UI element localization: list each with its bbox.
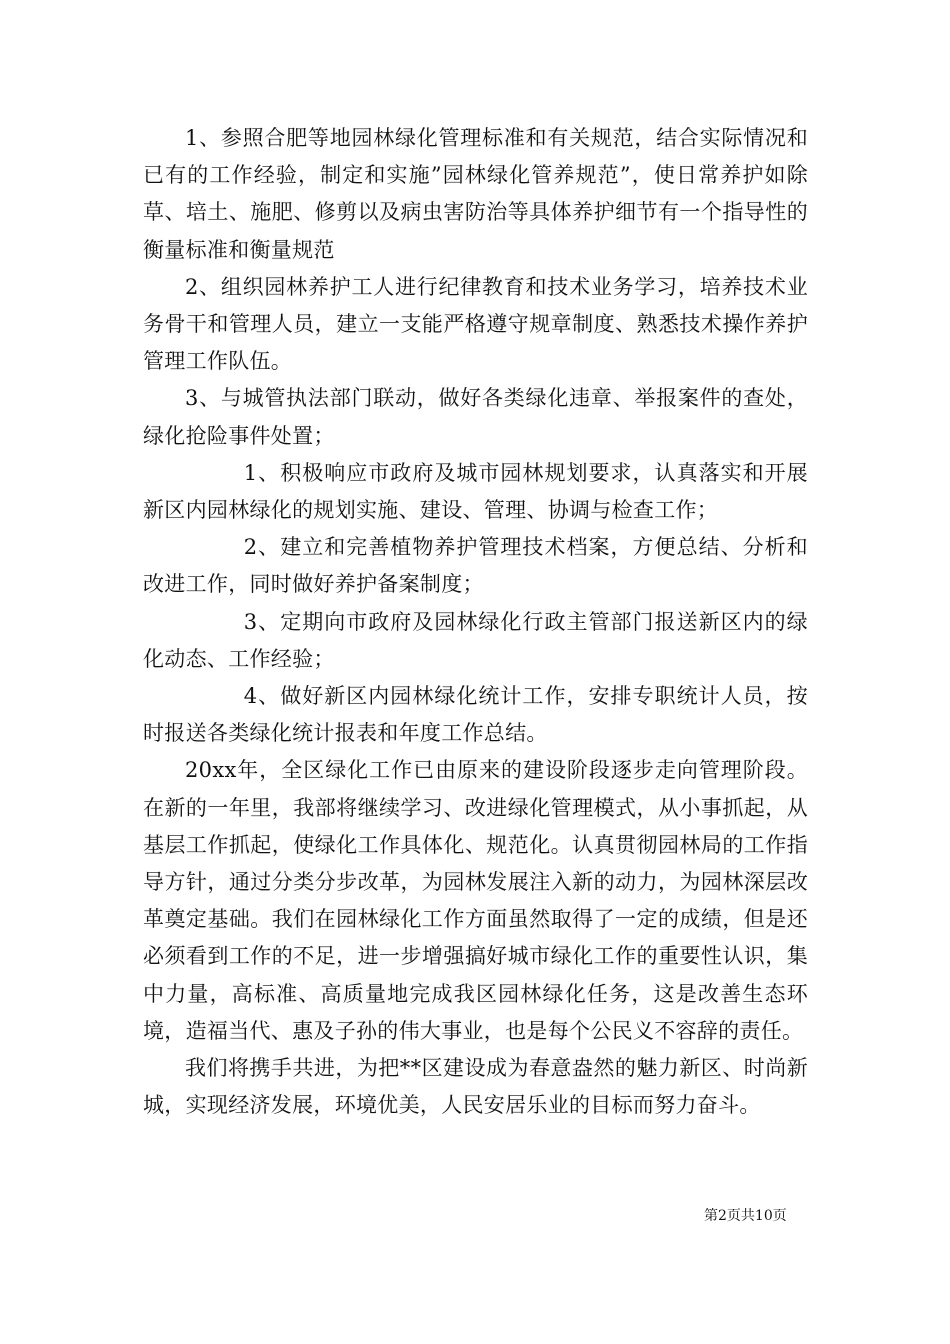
paragraph-6: 3、定期向市政府及园林绿化行政主管部门报送新区内的绿化动态、工作经验； <box>143 609 808 671</box>
paragraph-9: 我们将携手共进，为把**区建设成为春意盎然的魅力新区、时尚新城，实现经济发展，环境优美，人民安居乐业的目标而努力奋斗。 <box>143 1056 808 1118</box>
paragraph-8: 20xx年，全区绿化工作已由原来的建设阶段逐步走向管理阶段。在新的一年里，我部将继续学习、改进绿化管理模式，从小事抓起，从基层工作抓起，使绿化工作具体化、规范化。认真贯彻园林局的工作指导方针，通过分类分步改革，为园林发展注入新的动力，为园林深层改革奠定基础。我们在园林绿化工作方面虽然取得了一定的成绩，但是还必须看到工作的不足，进一步增强搞好城市绿化工作的重要性认识，集中力量，高标准、高质量地完成我区园林绿化任务，这是改善生态环境，造福当代、惠及子孙的伟大事业，也是每个公民义不容辞的责任。 <box>143 758 808 1043</box>
paragraph-1: 1、参照合肥等地园林绿化管理标准和有关规范，结合实际情况和已有的工作经验，制定和实施”园林绿化管养规范”，使日常养护如除草、培土、施肥、修剪以及病虫害防治等具体养护细节有一个指导性的衡量标准和衡量规范 <box>143 126 808 262</box>
paragraph-2: 2、组织园林养护工人进行纪律教育和技术业务学习，培养技术业务骨干和管理人员，建立一支能严格遵守规章制度、熟悉技术操作养护管理工作队伍。 <box>143 274 808 374</box>
paragraph-3: 3、与城管执法部门联动，做好各类绿化违章、举报案件的查处，绿化抢险事件处置； <box>143 386 808 448</box>
paragraph-7: 4、做好新区内园林绿化统计工作，安排专职统计人员，按时报送各类绿化统计报表和年度工作总结。 <box>143 684 808 746</box>
paragraph-4: 1、积极响应市政府及城市园林规划要求，认真落实和开展新区内园林绿化的规划实施、建设、管理、协调与检查工作； <box>143 460 808 523</box>
paragraph-5: 2、建立和完善植物养护管理技术档案，方便总结、分析和改进工作，同时做好养护备案制度； <box>143 535 808 597</box>
document-body <box>143 120 808 1124</box>
page-number: 第2页共10页 <box>704 1208 787 1224</box>
